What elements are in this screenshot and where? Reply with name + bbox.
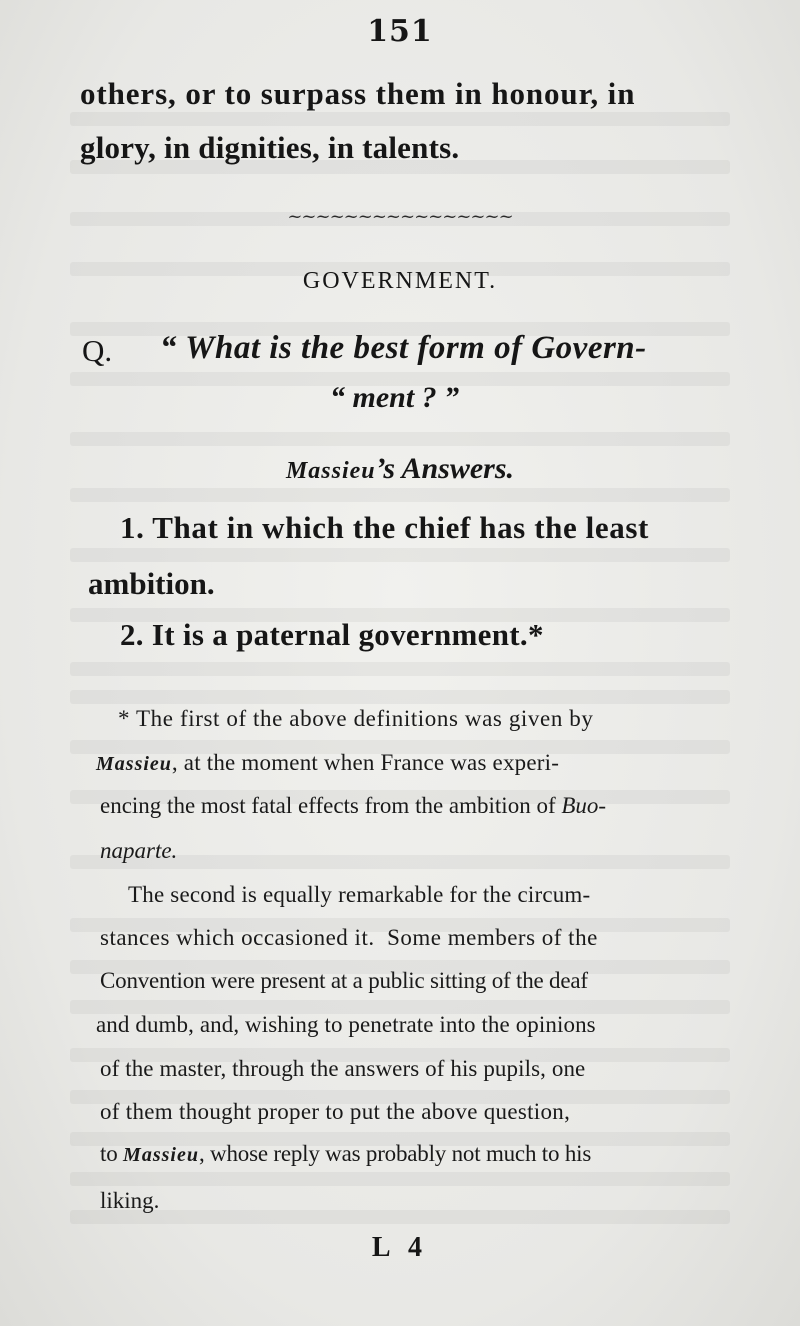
footnote-line-6: stances which occasioned it. Some members of the [100, 925, 598, 950]
footnote-line-3 [100, 793, 606, 819]
footnote-name-massieu: Massieu [96, 753, 172, 775]
footnote-line-2-text: , at the moment when France was experi- [171, 750, 560, 775]
footnote-line-9: of the master, through the answers of his pupils, one [100, 1056, 586, 1081]
continuation-line-2: glory, in dignities, in talents. [80, 130, 460, 165]
footnote-line-11 [100, 1141, 591, 1167]
footnote-line-11-text: , whose reply was probably not much to his [198, 1141, 592, 1166]
footnote-line-2 [96, 750, 559, 776]
footnote-line-3-italic: Buo- [561, 793, 607, 818]
footnote-line-3-text: encing the most fatal effects from the ambition of [100, 793, 562, 818]
footnote-line-4 [100, 838, 177, 864]
continuation-line-1: others, or to surpass them in honour, in [80, 76, 636, 111]
footnote-line-4-italic: naparte. [100, 838, 178, 863]
answer-1-line: 1. That in which the chief has the least [120, 510, 649, 545]
question-label: Q. [82, 333, 113, 368]
signature-mark: L 4 [371, 1232, 429, 1263]
footnote-line-10: of them thought proper to put the above question, [100, 1099, 571, 1124]
footnote-line-11-pre: to [100, 1141, 124, 1166]
section-heading: GOVERNMENT. [302, 268, 498, 294]
footnote-line-5: The second is equally remarkable for the circum- [128, 882, 591, 907]
page-number: 151 [367, 14, 433, 49]
footnote-line-8: and dumb, and, wishing to penetrate into the opinions [96, 1012, 596, 1037]
answers-heading-rest: ’s Answers. [375, 452, 515, 485]
footnote-line-1: * The first of the above definitions was given by [118, 706, 594, 731]
answers-heading-name: Massieu [285, 458, 376, 484]
ornamental-rule: ~~~~~~~~~~~~~~~~ [287, 206, 513, 227]
question-line-1: “ What is the best form of Govern- [160, 330, 647, 366]
question-line-2: “ ment ? ” [330, 381, 460, 414]
footnote-line-7: Convention were present at a public sitting of the deaf [100, 968, 588, 993]
footnote-name-massieu-2: Massieu [123, 1144, 199, 1166]
answer-2-line: 2. It is a paternal government.* [120, 617, 544, 652]
answers-heading [0, 452, 800, 486]
footnote-line-12: liking. [100, 1188, 160, 1213]
answer-1-continuation: ambition. [88, 566, 215, 601]
